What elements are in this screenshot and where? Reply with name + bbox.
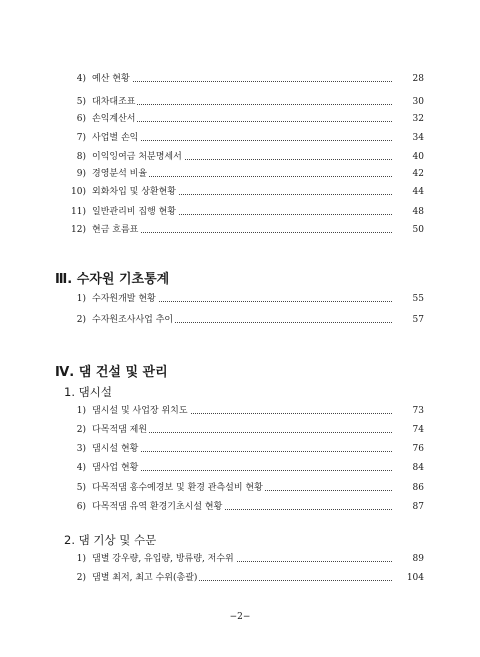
- toc-entry-label: 이익잉여금 처분명세서: [92, 152, 182, 162]
- toc-entry-number: 2): [76, 425, 86, 435]
- toc-entry-label: 댐별 강우량, 유입량, 방류량, 저수위: [92, 554, 234, 564]
- toc-entry-number: 4): [76, 74, 86, 84]
- toc-entry[interactable]: [0, 131, 480, 145]
- toc-entry-label: 다목적댐 제원: [92, 425, 148, 435]
- toc-entry[interactable]: [0, 552, 480, 566]
- toc-entry-label: 대차대조표: [92, 97, 136, 107]
- toc-leader-dots: [92, 81, 410, 82]
- toc-entry-page: 73: [392, 404, 424, 418]
- toc-entry[interactable]: [0, 423, 480, 437]
- toc-entry-number: 6): [76, 502, 86, 512]
- toc-entry[interactable]: [0, 292, 480, 306]
- toc-entry[interactable]: [0, 205, 480, 219]
- toc-entry-label: 수자원조사사업 추이: [92, 315, 174, 325]
- toc-entry-number: 1): [76, 554, 86, 564]
- toc-entry-page: 86: [392, 481, 424, 495]
- toc-entry-page: 30: [392, 95, 424, 109]
- toc-entry-page: 48: [392, 205, 424, 219]
- toc-entry-page: 57: [392, 313, 424, 327]
- toc-entry-label: 수자원개발 현황: [92, 294, 156, 304]
- toc-entry-label: 댐별 최저, 최고 수위(총괄): [92, 573, 198, 583]
- toc-entry-label: 일반관리비 집행 현황: [92, 207, 176, 217]
- toc-entry-label: 외화차입 및 상환현황: [92, 187, 176, 197]
- toc-entry-number: 5): [76, 97, 86, 107]
- toc-entry[interactable]: [0, 404, 480, 418]
- toc-entry-page: 34: [392, 131, 424, 145]
- toc-entry-page: 32: [392, 112, 424, 126]
- toc-entry-label: 다목적댐 유역 환경기초시설 현황: [92, 502, 223, 512]
- toc-entry[interactable]: [0, 185, 480, 199]
- toc-entry-page: 28: [392, 72, 424, 86]
- toc-entry-page: 76: [392, 442, 424, 456]
- toc-entry-number: 10): [71, 187, 86, 197]
- toc-entry[interactable]: [0, 112, 480, 126]
- toc-entry-number: 1): [76, 294, 86, 304]
- toc-entry-number: 7): [76, 133, 86, 143]
- toc-entry-label: 사업별 손익: [92, 133, 139, 143]
- toc-entry-number: 8): [76, 152, 86, 162]
- toc-entry[interactable]: [0, 313, 480, 327]
- toc-entry-label: 댐시설 현황: [92, 444, 139, 454]
- toc-entry-page: 42: [392, 167, 424, 181]
- toc-entry[interactable]: [0, 481, 480, 495]
- toc-entry-number: 4): [76, 463, 86, 473]
- section-heading-statistics[interactable]: Ⅲ. 수자원 기초통계: [55, 272, 170, 287]
- toc-entry-number: 9): [76, 169, 86, 179]
- toc-entry-page: 87: [392, 500, 424, 514]
- toc-entry-label: 댐시설 및 사업장 위치도: [92, 406, 188, 416]
- toc-entry-label: 경영분석 비율: [92, 169, 148, 179]
- toc-entry-number: 2): [76, 315, 86, 325]
- toc-entry[interactable]: [0, 223, 480, 237]
- toc-entry-label: 현금 흐름표: [92, 225, 139, 235]
- toc-entry-label: 다목적댐 홍수예경보 및 환경 관측설비 현황: [92, 483, 263, 493]
- toc-entry-number: 2): [76, 573, 86, 583]
- toc-entry[interactable]: [0, 167, 480, 181]
- toc-entry-page: 89: [392, 552, 424, 566]
- subsection-heading-dam-facilities[interactable]: 1. 댐시설: [64, 385, 112, 399]
- page-number: −2−: [229, 612, 251, 622]
- toc-entry[interactable]: [0, 500, 480, 514]
- toc-entry[interactable]: [0, 72, 480, 86]
- toc-entry-page: 40: [392, 150, 424, 164]
- toc-entry[interactable]: [0, 461, 480, 475]
- toc-entry-number: 1): [76, 406, 86, 416]
- toc-entry[interactable]: [0, 150, 480, 164]
- toc-entry[interactable]: [0, 442, 480, 456]
- toc-entry-number: 5): [76, 483, 86, 493]
- toc-entry-number: 11): [71, 207, 86, 217]
- toc-entry-page: 74: [392, 423, 424, 437]
- toc-entry[interactable]: [0, 571, 480, 585]
- toc-entry-number: 3): [76, 444, 86, 454]
- toc-leader-dots: [92, 121, 410, 122]
- toc-entry-number: 12): [71, 225, 86, 235]
- toc-entry[interactable]: [0, 95, 480, 109]
- subsection-heading-dam-hydrology[interactable]: 2. 댐 기상 및 수문: [64, 533, 157, 547]
- toc-entry-label: 손익계산서: [92, 114, 136, 124]
- toc-entry-page: 104: [392, 571, 424, 585]
- toc-entry-number: 6): [76, 114, 86, 124]
- toc-entry-page: 55: [392, 292, 424, 306]
- toc-leader-dots: [92, 104, 410, 105]
- toc-entry-page: 84: [392, 461, 424, 475]
- toc-entry-label: 예산 현황: [92, 74, 130, 84]
- toc-entry-label: 댐사업 현황: [92, 463, 139, 473]
- toc-entry-page: 50: [392, 223, 424, 237]
- toc-entry-page: 44: [392, 185, 424, 199]
- section-heading-dam[interactable]: Ⅳ. 댐 건설 및 관리: [55, 365, 168, 380]
